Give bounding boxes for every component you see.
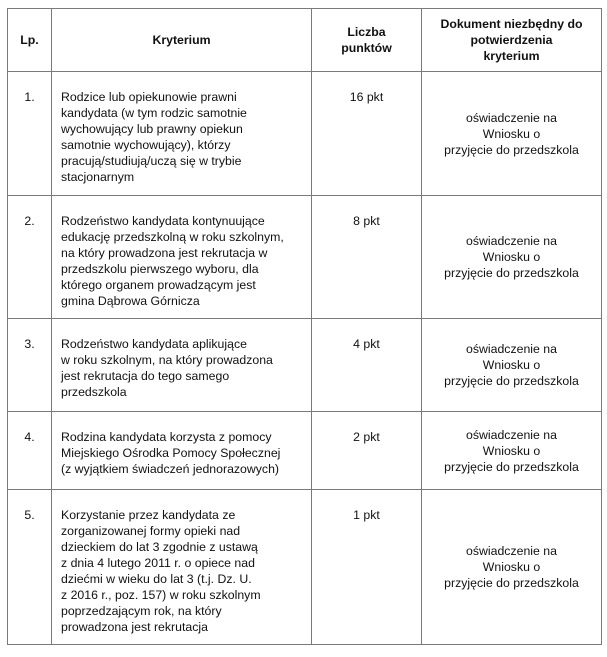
points-value: 4 pkt [353,337,380,351]
criterion-cell [52,72,312,196]
criterion-line: Rodzina kandydata korzysta z pomocy [61,430,272,444]
document-line: oświadczenie na [466,110,557,125]
header-document [422,9,602,72]
header-points-line: Liczba [347,25,386,39]
criterion-line: Miejskiego Ośrodka Pomocy Społecznej [61,446,281,460]
criterion-line: przedszkolu pierwszego wyboru, dla [61,262,259,276]
header-criterion-text: Kryterium [152,33,211,47]
criterion-line: prowadzona jest rekrutacja [61,620,208,634]
criterion-line: Korzystanie przez kandydata ze [61,508,236,522]
criterion-line: poprzedzającym rok, na który [61,604,222,618]
criterion-line: edukację przedszkolną w roku szkolnym, [61,230,284,244]
header-points-line: punktów [341,41,392,55]
criterion-line: w roku szkolnym, na który prowadzona [61,353,273,367]
criterion-cell [52,412,312,490]
row-number-cell [8,319,52,412]
header-lp-text: Lp. [20,33,39,47]
points-cell [312,412,422,490]
points-cell [312,196,422,319]
document-line: oświadczenie na [466,342,557,356]
row-number: 1. [24,90,35,104]
header-points [312,9,422,72]
criterion-line: zorganizowanej formy opieki nad [61,524,241,538]
document-cell [422,412,602,490]
document-cell [422,319,602,412]
points-value: 16 pkt [349,90,384,104]
criteria-table [7,8,602,645]
criterion-cell [52,490,312,645]
document-line: Wniosku o [482,560,541,574]
table-row [8,490,602,645]
document-line: przyjęcie do przedszkola [444,266,579,280]
header-document-line: kryterium [483,49,540,63]
criterion-line: pracują/studiują/uczą się w trybie [61,154,242,168]
criterion-line: z dnia 4 lutego 2011 r. o opiece nad [61,556,255,570]
points-cell [312,72,422,196]
header-criterion [52,9,312,72]
criterion-line: na który prowadzona jest rekrutacja w [61,246,268,260]
document-cell [422,72,602,196]
criterion-line: którego organem prowadzącym jest [61,278,256,292]
row-number-cell [8,72,52,196]
points-value: 1 pkt [353,508,380,522]
criterion-line: z 2016 r., poz. 157) w roku szkolnym [61,588,261,602]
criterion-line: stacjonarnym [61,170,135,184]
criterion-line: Rodzice lub opiekunowie prawni [61,90,237,104]
criterion-line: dzieckiem do lat 3 zgodnie z ustawą [61,540,258,554]
criterion-line: wychowujący lub prawny opiekun [61,122,243,136]
criterion-line: Rodzeństwo kandydata aplikujące [61,337,247,351]
document-line: przyjęcie do przedszkola [444,576,579,590]
criterion-line: gmina Dąbrowa Górnicza [61,294,200,308]
row-number: 3. [24,337,35,351]
row-number-cell [8,490,52,645]
points-cell [312,490,422,645]
row-number: 2. [24,214,35,228]
document-line: przyjęcie do przedszkola [444,459,579,474]
document-cell [422,196,602,319]
table-header-row [8,9,602,72]
header-lp [8,9,52,72]
document-line: oświadczenie na [466,544,557,558]
document-line: przyjęcie do przedszkola [444,374,579,388]
document-line: Wniosku o [482,126,541,141]
document-line: Wniosku o [482,443,541,458]
criterion-line: samotnie wychowujący), którzy [61,138,231,152]
points-value: 8 pkt [353,214,380,228]
points-value: 2 pkt [353,430,380,444]
table-row [8,72,602,196]
header-document-line: potwierdzenia [470,33,553,47]
document-line: oświadczenie na [466,427,557,442]
table-row [8,412,602,490]
criterion-line: dziećmi w wieku do lat 3 (t.j. Dz. U. [61,572,252,586]
points-cell [312,319,422,412]
row-number-cell [8,196,52,319]
table-row [8,196,602,319]
document-line: Wniosku o [482,250,541,264]
document-cell [422,490,602,645]
criterion-line: kandydata (w tym rodzic samotnie [61,106,247,120]
row-number-cell [8,412,52,490]
criterion-line: (z wyjątkiem świadczeń jednorazowych) [61,462,280,476]
row-number: 5. [24,508,35,522]
table-row [8,319,602,412]
criterion-line: przedszkola [61,385,127,399]
document-line: przyjęcie do przedszkola [444,142,579,157]
criterion-cell [52,196,312,319]
document-line: oświadczenie na [466,234,557,248]
header-document-line: Dokument niezbędny do [440,17,583,31]
criterion-cell [52,319,312,412]
criterion-line: jest rekrutacja do tego samego [61,369,230,383]
row-number: 4. [24,430,35,444]
document-line: Wniosku o [482,358,541,372]
criterion-line: Rodzeństwo kandydata kontynuujące [61,214,265,228]
